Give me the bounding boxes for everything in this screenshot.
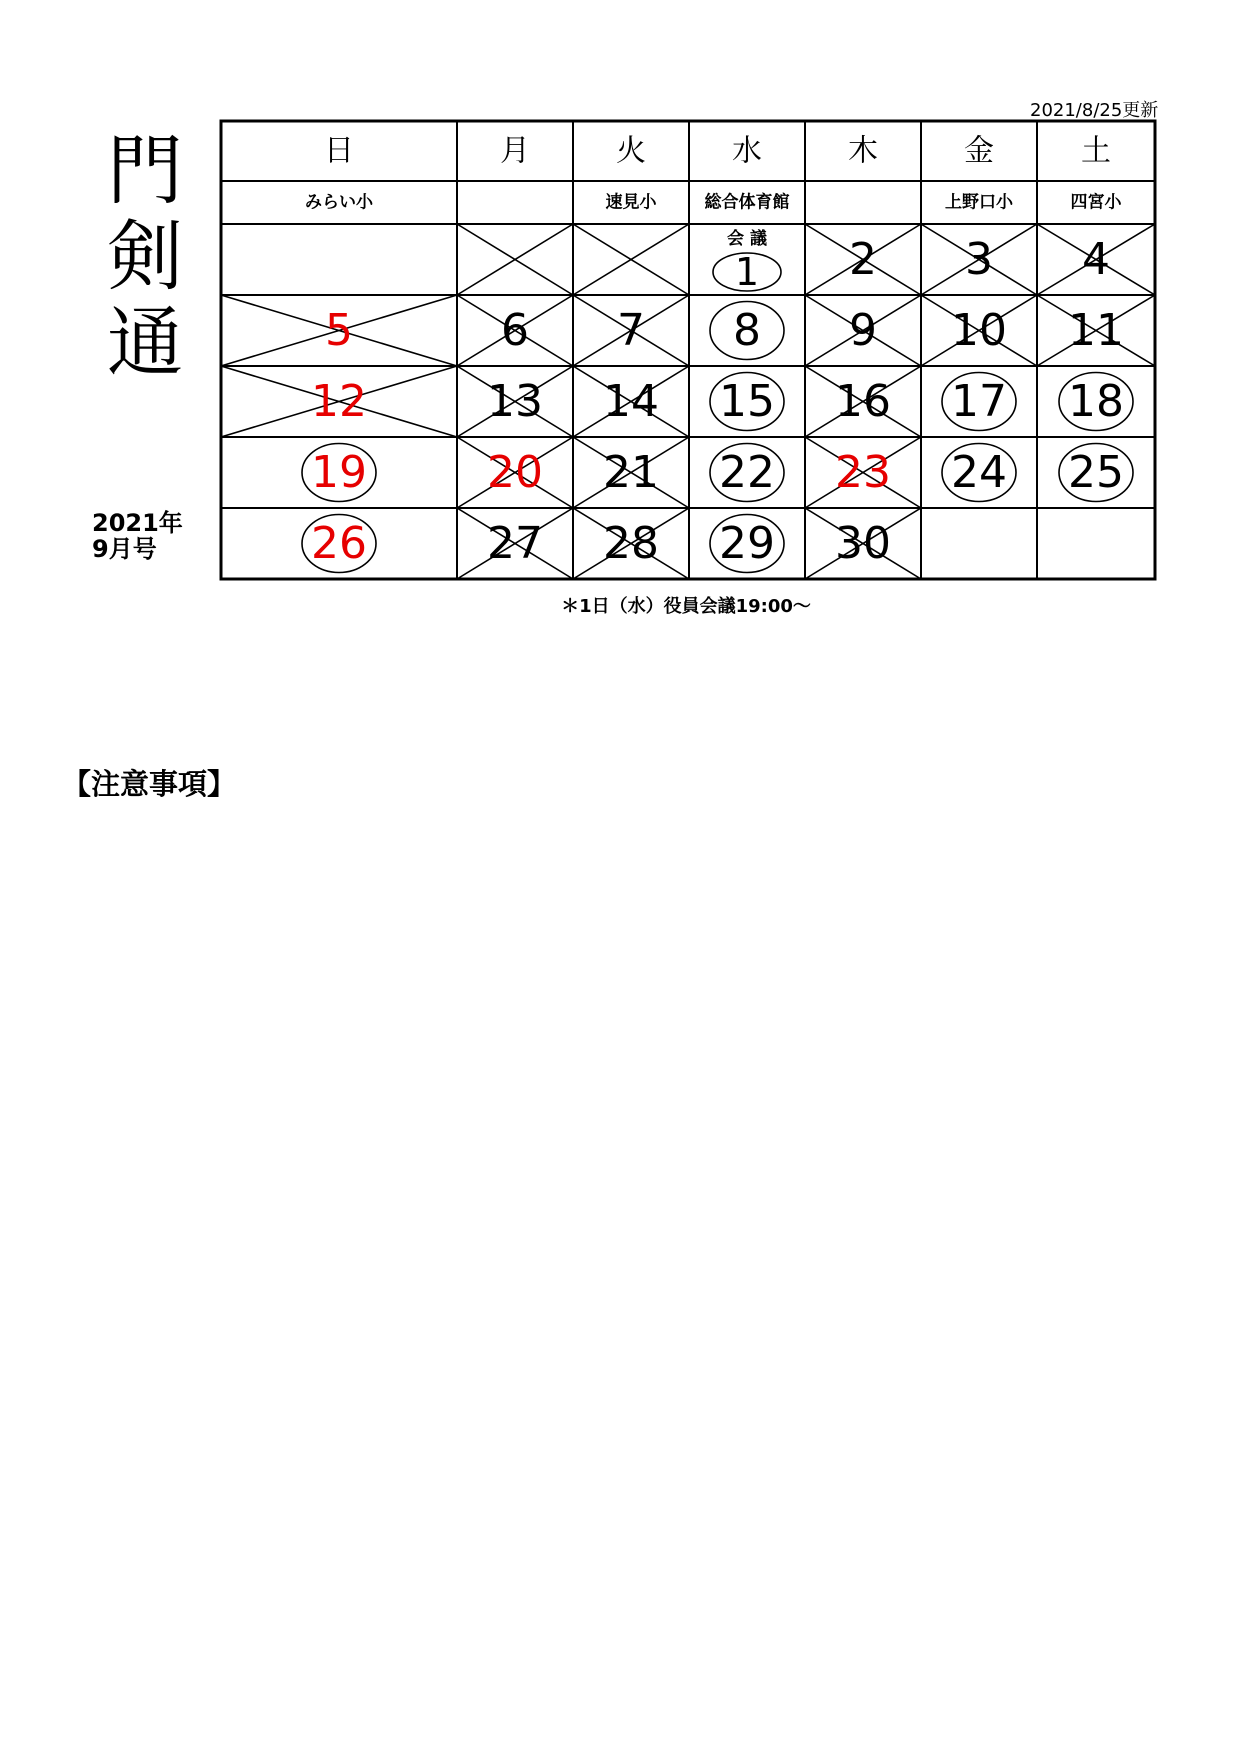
venue-label: 上野口小 [945, 192, 1013, 213]
day-number: 27 [487, 518, 543, 569]
weekday-header: 火 [616, 133, 646, 169]
venue-label: 総合体育館 [704, 192, 790, 213]
day-number: 10 [951, 305, 1007, 356]
weekday-header: 日 [324, 133, 354, 169]
venue-label: 四宮小 [1070, 192, 1122, 213]
day-number: 22 [719, 447, 775, 498]
issue-year: 2021年 [92, 509, 183, 537]
day-number: 25 [1068, 447, 1124, 498]
club-title-char: 通 [107, 298, 183, 387]
day-number: 3 [965, 234, 993, 285]
day-number: 7 [617, 305, 645, 356]
day-number: 5 [325, 305, 353, 356]
day-number: 21 [603, 447, 659, 498]
meeting-label: 会 議 [727, 229, 767, 249]
day-number: 19 [311, 447, 367, 498]
day-number: 23 [835, 447, 891, 498]
weekday-header: 金 [964, 133, 994, 169]
club-title [100, 128, 190, 386]
day-number: 14 [603, 376, 659, 427]
venue-label: 速見小 [605, 192, 657, 213]
weekday-header: 月 [500, 133, 530, 169]
updated-date: 2021/8/25更新 [1030, 100, 1159, 121]
day-number: 16 [835, 376, 891, 427]
day-number: 2 [849, 234, 877, 285]
venue-label: みらい小 [305, 192, 373, 213]
day-number: 1 [734, 250, 760, 294]
day-number: 11 [1068, 305, 1124, 356]
issue-month: 9月号 [92, 535, 157, 563]
weekday-header: 水 [732, 133, 762, 169]
day-number: 15 [719, 376, 775, 427]
day-number: 12 [311, 376, 367, 427]
meeting-note: ＊1日（水）役員会議19:00～ [561, 596, 811, 617]
day-number: 13 [487, 376, 543, 427]
day-number: 28 [603, 518, 659, 569]
club-title-char: 門 [107, 126, 183, 215]
weekday-header: 木 [848, 133, 878, 169]
club-title-char: 剣 [107, 212, 183, 301]
day-number: 26 [311, 518, 367, 569]
day-number: 17 [951, 376, 1007, 427]
day-number: 8 [733, 305, 761, 356]
day-number: 20 [487, 447, 543, 498]
day-number: 6 [501, 305, 529, 356]
notes-heading: 【注意事項】 [62, 767, 237, 801]
day-number: 18 [1068, 376, 1124, 427]
calendar-grid [218, 118, 1158, 584]
day-number: 30 [835, 518, 891, 569]
issue-label [92, 510, 183, 562]
weekday-header: 土 [1081, 133, 1111, 169]
day-number: 29 [719, 518, 775, 569]
day-number: 24 [951, 447, 1007, 498]
day-number: 4 [1082, 234, 1110, 285]
day-number: 9 [849, 305, 877, 356]
practice-calendar [218, 118, 1158, 584]
